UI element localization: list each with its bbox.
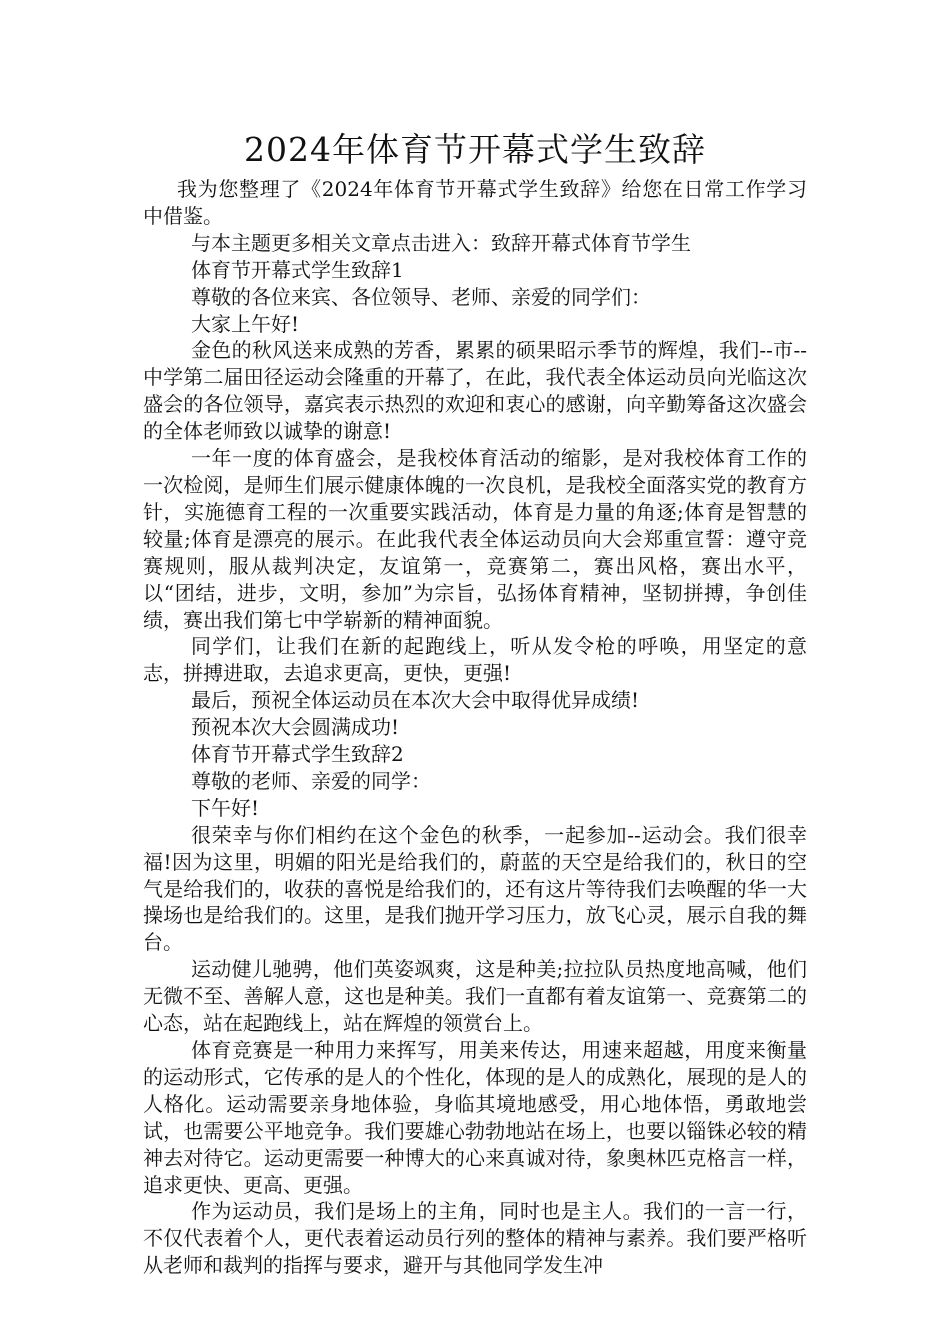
paragraph: 体育竞赛是一种用力来挥写，用美来传达，用速来超越，用度来衡量的运动形式，它传承的是人的个性化，体现的是人的成熟化，展现的是人的人格化。运动需要亲身地体验，身临其境地感受，用心地体悟，勇敢地尝试，也需要公平地竞争。我们要雄心勃勃地站在场上，也要以锱铢必较的精神去对待它。运动更需要一种博大的心来真诚对待，象奥林匹克格言一样，追求更快、更高、更强。 — [143, 1038, 807, 1197]
salutation-2: 尊敬的老师、亲爱的同学： — [191, 768, 431, 793]
paragraph: 金色的秋风送来成熟的芳香，累累的硕果昭示季节的辉煌，我们--市--中学第二届田径运动会隆重的开幕了，在此，我代表全体运动员向光临这次盛会的各位领导，嘉宾表示热烈的欢迎和衷心的感谢，向辛勤筹备这次盛会的全体老师致以诚挚的谢意! — [143, 338, 807, 444]
intro-paragraph: 我为您整理了《2024年体育节开幕式学生致辞》给您在日常工作学习中借鉴。 — [143, 177, 807, 228]
document-title: 2024年体育节开幕式学生致辞 — [244, 130, 706, 169]
paragraph: 最后，预祝全体运动员在本次大会中取得优异成绩! — [191, 688, 640, 713]
related-articles-line: 与本主题更多相关文章点击进入：致辞开幕式体育节学生 — [191, 230, 691, 255]
paragraph: 同学们，让我们在新的起跑线上，听从发令枪的呼唤，用坚定的意志，拼搏进取，去追求更高，更快，更强! — [143, 634, 807, 686]
paragraph: 很荣幸与你们相约在这个金色的秋季，一起参加--运动会。我们很幸福!因为这里，明媚的阳光是给我们的，蔚蓝的天空是给我们的，秋日的空气是给我们的，收获的喜悦是给我们的，还有这片等待我们去唤醒的华一大操场也是给我们的。这里，是我们抛开学习压力，放飞心灵，展示自我的舞台。 — [143, 822, 807, 955]
document-body — [143, 176, 807, 1279]
paragraph: 预祝本次大会圆满成功! — [191, 715, 400, 740]
paragraph: 作为运动员，我们是场上的主角，同时也是主人。我们的一言一行，不仅代表着个人，更代表着运动员行列的整体的精神与素养。我们要严格听从老师和裁判的指挥与要求，避开与其他同学发生冲 — [143, 1199, 807, 1278]
greeting-1: 大家上午好! — [191, 311, 300, 336]
paragraph: 一年一度的体育盛会，是我校体育活动的缩影，是对我校体育工作的一次检阅，是师生们展示健康体魄的一次良机，是我校全面落实党的教育方针，实施德育工程的一次重要实践活动，体育是力量的角逐;体育是智慧的较量;体育是漂亮的展示。在此我代表全体运动员向大会郑重宣誓：遵守竞赛规则，服从裁判决定，友谊第一，竞赛第二，赛出风格，赛出水平，以“团结，进步，文明，参加”为宗旨，弘扬体育精神，坚韧拼搏，争创佳绩，赛出我们第七中学崭新的精神面貌。 — [143, 446, 807, 632]
section-heading-2: 体育节开幕式学生致辞2 — [191, 742, 404, 767]
salutation-1: 尊敬的各位来宾、各位领导、老师、亲爱的同学们： — [191, 284, 651, 309]
greeting-2: 下午好! — [191, 795, 260, 820]
section-heading-1: 体育节开幕式学生致辞1 — [191, 257, 404, 282]
paragraph: 运动健儿驰骋，他们英姿飒爽，这是种美;拉拉队员热度地高喊，他们无微不至、善解人意，这也是种美。我们一直都有着友谊第一、竞赛第二的心态，站在起跑线上，站在辉煌的领赏台上。 — [143, 957, 807, 1036]
